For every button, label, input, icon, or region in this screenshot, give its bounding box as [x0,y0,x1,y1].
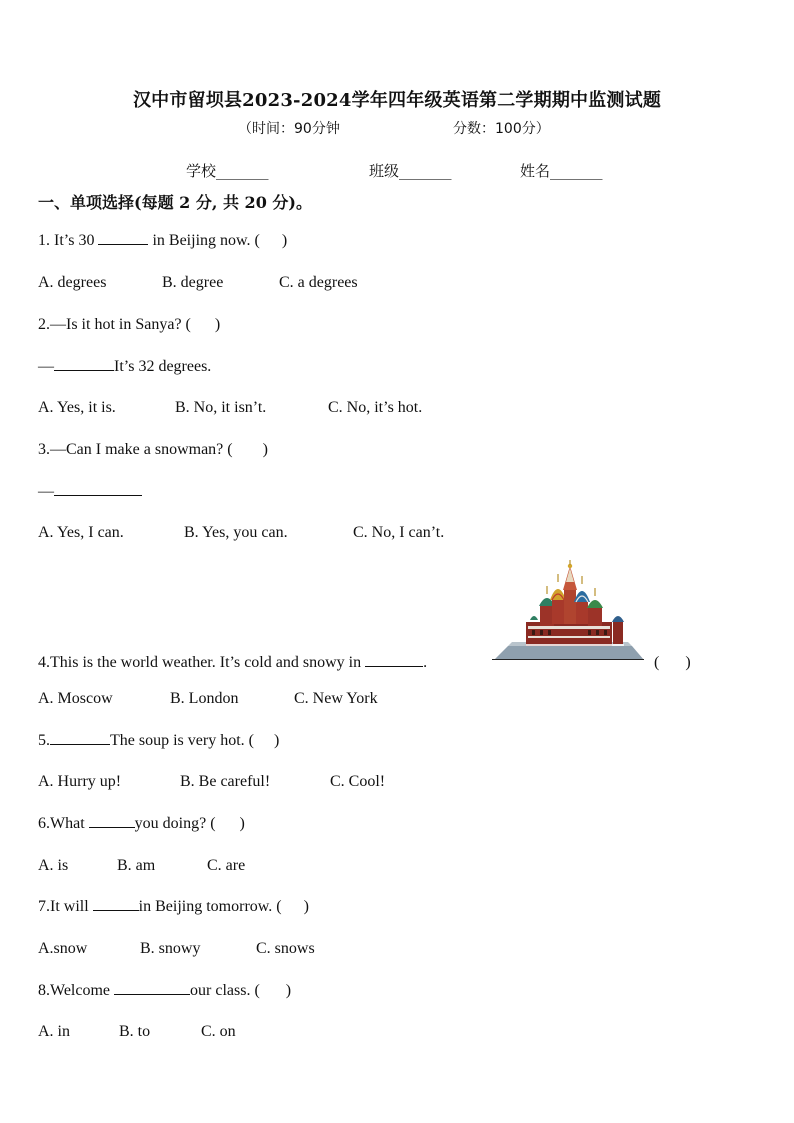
option-b[interactable]: B. am [117,857,156,874]
answer-blank[interactable] [54,483,142,496]
option-a[interactable]: A. in [38,1023,70,1040]
option-c[interactable]: C. snows [256,940,315,957]
question-6: 6.What you doing? ( ) [38,815,245,832]
option-a[interactable]: A. Moscow [38,690,113,707]
answer-blank[interactable] [98,232,148,245]
option-b[interactable]: B. Be careful! [180,773,271,790]
option-c[interactable]: C. on [201,1023,236,1040]
option-b[interactable]: B. No, it isn’t. [175,399,267,416]
page-title: 汉中市留坝县2023-2024学年四年级英语第二学期期中监测试题 [132,90,662,111]
section-heading: 一、单项选择(每题 2 分, 共 20 分)。 [38,193,312,212]
option-a[interactable]: A. Hurry up! [38,773,122,790]
option-b[interactable]: B. snowy [140,940,201,957]
option-c[interactable]: C. No, it’s hot. [328,399,423,416]
st-basils-cathedral-image [492,560,646,664]
option-c[interactable]: C. New York [294,690,378,707]
option-c[interactable]: C. Cool! [330,773,386,790]
option-a[interactable]: A. Yes, it is. [38,399,116,416]
option-c[interactable]: C. a degrees [279,274,358,291]
answer-blank[interactable] [89,815,135,828]
question-2-answer-line: — It’s 32 degrees. [38,358,212,375]
question-4: 4.This is the world weather. It’s cold and snowy in . [38,654,428,671]
question-1: 1. It’s 30 in Beijing now. ( ) [38,232,288,249]
option-c[interactable]: C. No, I can’t. [353,524,445,541]
class-field[interactable]: 班级_______ [369,162,452,180]
answer-blank[interactable] [93,898,139,911]
question-8: 8.Welcome our class. ( ) [38,982,292,999]
time-limit: （时间：90分钟 [238,121,340,137]
question-3-answer-line: — [38,483,142,501]
answer-blank[interactable] [365,654,423,667]
option-a[interactable]: A. degrees [38,274,107,291]
name-field[interactable]: 姓名_______ [520,162,603,180]
total-score: 分数：100分） [453,121,550,137]
option-b[interactable]: B. degree [162,274,224,291]
answer-blank[interactable] [114,982,190,995]
image-baseline [492,659,644,660]
option-b[interactable]: B. Yes, you can. [184,524,288,541]
option-b[interactable]: B. London [170,690,239,707]
option-a[interactable]: A.snow [38,940,88,957]
option-b[interactable]: B. to [119,1023,151,1040]
option-c[interactable]: C. are [207,857,246,874]
answer-blank[interactable] [50,732,110,745]
answer-blank[interactable] [54,358,114,371]
option-a[interactable]: A. Yes, I can. [38,524,124,541]
question-3: 3.—Can I make a snowman? ( ) [38,441,268,458]
question-7: 7.It will in Beijing tomorrow. ( ) [38,898,309,915]
school-field[interactable]: 学校_______ [186,162,269,180]
option-a[interactable]: A. is [38,857,69,874]
question-5: 5. The soup is very hot. ( ) [38,732,280,749]
answer-parentheses[interactable]: ( ) [654,654,691,671]
question-2: 2.—Is it hot in Sanya? ( ) [38,316,221,333]
